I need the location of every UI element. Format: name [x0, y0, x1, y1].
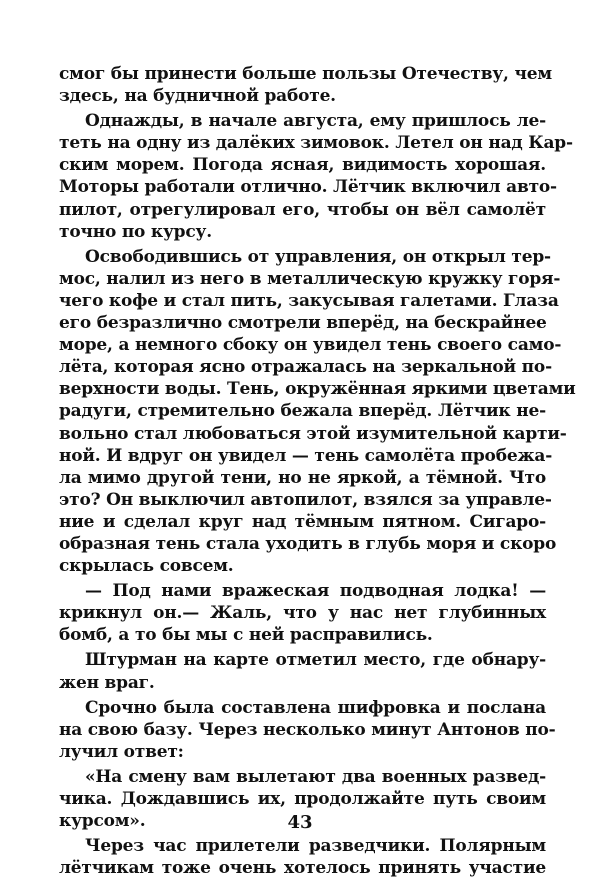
paragraph	[59, 649, 546, 693]
text-line: точно по курсу.	[59, 221, 212, 242]
text-line: ским морем. Погода ясная, видимость хорошая.	[59, 155, 546, 176]
text-line: Однажды, в начале августа, ему пришлось ле-	[85, 111, 546, 132]
text-line: на свою базу. Через несколько минут Антонов по-	[59, 719, 556, 740]
text-line: чика. Дождавшись их, продолжайте путь своим	[59, 789, 546, 809]
book-page-text	[59, 63, 576, 879]
paragraph	[59, 580, 546, 646]
text-line: Штурман на карте отметил место, где обнару-	[85, 650, 546, 671]
paragraph	[59, 110, 573, 243]
text-line: здесь, на будничной работе.	[59, 86, 336, 107]
text-line: радуги, стремительно бежала вперёд. Лётчик не-	[59, 401, 546, 422]
text-line: пилот, отрегулировал его, чтобы он вёл самолёт	[59, 199, 546, 220]
text-line: — Под нами вражеская подводная лодка! —	[85, 581, 546, 602]
text-line: Срочно была составлена шифровка и послана	[85, 697, 546, 718]
text-line: ла мимо другой тени, но не яркой, а тёмной. Что	[59, 467, 546, 488]
text-line: скрылась совсем.	[59, 556, 234, 577]
text-line: это? Он выключил автопилот, взялся за управле-	[59, 489, 552, 510]
page-number: 43	[287, 812, 313, 833]
text-line: Моторы работали отлично. Лётчик включил авто-	[59, 177, 557, 198]
text-line: «На смену вам вылетают два военных развед-	[85, 766, 546, 787]
text-line: лётчикам тоже очень хотелось принять участие	[59, 858, 546, 879]
text-line: ние и сделал круг над тёмным пятном. Сигаро-	[59, 511, 546, 532]
paragraph	[59, 63, 552, 107]
paragraph	[59, 246, 576, 577]
text-line: вольно стал любоваться этой изумительной карти-	[59, 423, 567, 444]
text-line: теть на одну из далёких зимовок. Летел он над Кар-	[59, 133, 573, 154]
text-line: лёта, которая ясно отражалась на зеркальной по-	[59, 357, 552, 378]
text-line: мос, налил из него в металлическую кружку горя-	[59, 268, 561, 289]
text-line: лучил ответ:	[59, 741, 184, 762]
paragraph	[59, 697, 556, 763]
text-line: курсом».	[59, 811, 146, 832]
text-line: образная тень стала уходить в глубь моря и скоро	[59, 533, 557, 554]
text-line: верхности воды. Тень, окружённая яркими цветами	[59, 379, 576, 400]
text-line: ной. И вдруг он увидел — тень самолёта пробежа-	[59, 445, 553, 466]
text-line: море, а немного сбоку он увидел тень своего само-	[59, 335, 562, 356]
text-line: бомб, а то бы мы с ней расправились.	[59, 625, 433, 646]
text-line: жен враг.	[59, 672, 155, 693]
paragraph	[59, 835, 546, 879]
text-line: его безразлично смотрели вперёд, на бескрайнее	[59, 313, 547, 334]
text-line: крикнул он.— Жаль, что у нас нет глубинных	[59, 603, 546, 624]
text-line: Через час прилетели разведчики. Полярным	[85, 836, 546, 857]
text-line: смог бы принести больше пользы Отечеству, чем	[59, 64, 552, 84]
text-line: Освободившись от управления, он открыл тер-	[85, 246, 551, 267]
text-line: чего кофе и стал пить, закусывая галетами. Глаза	[59, 290, 559, 311]
